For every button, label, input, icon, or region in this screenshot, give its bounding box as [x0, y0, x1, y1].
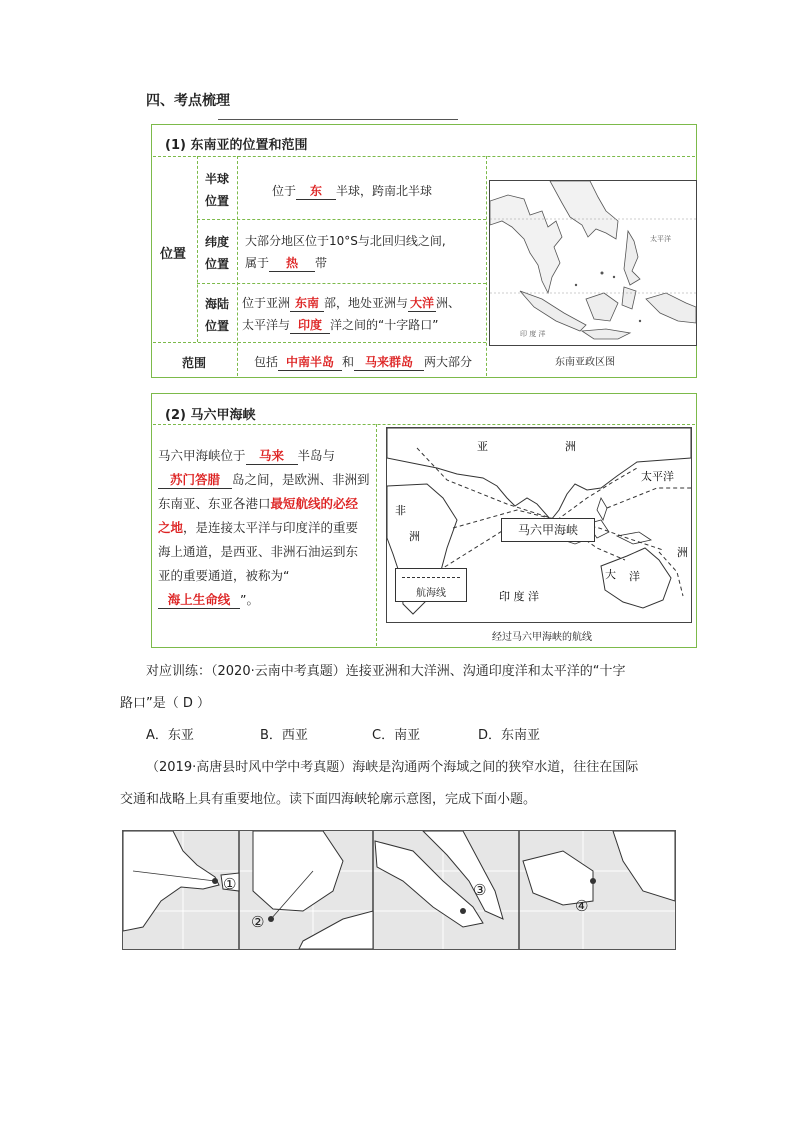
- strait-marker-4: ④: [575, 897, 589, 915]
- map-label-pacific: 太平洋: [650, 235, 671, 243]
- option-a: A．东亚: [146, 728, 194, 743]
- map-label-africa-1: 非: [395, 504, 406, 517]
- malacca-description: 马六甲海峡位于 马来 半岛与苏门答腊 岛之间，是欧洲、非洲到东南亚、东亚各港口最短航线的必经之地，是连接太平洋与印度洋的重要海上通道，是西亚、非洲石油运到东亚的重要通道，被称为“海上生命线 ”。: [158, 448, 370, 607]
- box2-title: (2) 马六甲海峡: [165, 408, 256, 423]
- legend-route-label: 航海线: [416, 588, 446, 599]
- section-heading: 四、考点梳理: [146, 93, 230, 109]
- map-label-oceania-1: 大: [605, 568, 616, 581]
- row-label: 海陆 位置: [204, 297, 229, 333]
- question2-line2: 交通和战略上具有重要地位。读下面四海峡轮廓示意图，完成下面小题。: [120, 792, 537, 807]
- answer-blank: 印度: [290, 317, 330, 334]
- heading-underline: [218, 119, 458, 120]
- answer-blank: 马来群岛: [354, 354, 424, 371]
- map-label-asia-2: 洲: [565, 440, 576, 453]
- map-label-pacific: 太平洋: [641, 470, 674, 483]
- strait-marker-2: ②: [251, 913, 265, 931]
- answer-blank: 大洋: [410, 296, 435, 310]
- strait-marker-3: ③: [473, 881, 487, 899]
- range-label: 范围: [182, 356, 207, 370]
- box1-divider: [197, 156, 198, 342]
- box2-divider: [153, 424, 695, 425]
- box1-divider: [153, 342, 486, 343]
- map-label-africa-2: 洲: [409, 530, 420, 543]
- answer-blank: 马来: [246, 448, 298, 465]
- answer-blank: 苏门答腊: [158, 472, 232, 489]
- row-label: 纬度 位置: [204, 235, 229, 271]
- strait-marker-1: ①: [223, 875, 237, 893]
- range-text: 包括 中南半岛 和 马来群岛 两大部分: [254, 355, 473, 369]
- malacca-shipping-route-map: [386, 427, 692, 623]
- map-label-indian-ocean: 印 度 洋: [520, 330, 546, 338]
- option-b: B．西亚: [260, 728, 308, 743]
- box1-divider: [153, 156, 695, 157]
- practice-question-line2: 路口”是（ D ）: [120, 696, 211, 711]
- answer-highlight: 最短航线的必经之地: [158, 496, 359, 535]
- southeast-asia-political-map: [489, 180, 697, 346]
- answer-blank: 中南半岛: [278, 354, 342, 371]
- route-map-caption: 经过马六甲海峡的航线: [492, 632, 592, 643]
- practice-question-line1: 对应训练：（2020·云南中考真题）连接亚洲和大洋洲、沟通印度洋和太平洋的“十字: [146, 664, 626, 679]
- latitude-text: 大部分地区位于10°S与北回归线之间, 属于 热 带: [245, 234, 446, 270]
- box1-divider: [486, 156, 487, 376]
- answer-blank: 东南: [290, 295, 324, 312]
- sea-land-text: 位于亚洲 东南 部，地处亚洲与 大洋 洲、 太平洋与 印度 洋之间的“十字路口”: [242, 296, 461, 332]
- box1-title: (1) 东南亚的位置和范围: [165, 138, 308, 153]
- malacca-strait-label: 马六甲海峡: [501, 518, 595, 542]
- box1-divider: [197, 283, 486, 284]
- question2-line1: （2019·高唐县时风中学中考真题）海峡是沟通两个海域之间的狭窄水道，往往在国际: [146, 760, 639, 775]
- hemisphere-text: 位于 东 半球，跨南北半球: [272, 184, 433, 198]
- row-label: 半球 位置: [204, 172, 229, 208]
- box1-divider: [237, 156, 238, 376]
- four-straits-outline-map: [122, 830, 676, 950]
- map-label-oceania-3: 洲: [677, 546, 688, 559]
- position-group-label: 位置: [160, 247, 187, 262]
- answer-blank: 热: [269, 255, 315, 272]
- map-label-asia-1: 亚: [477, 440, 488, 453]
- map-legend: [395, 568, 467, 602]
- box2-divider: [376, 424, 377, 646]
- option-d: D．东南亚: [478, 728, 541, 743]
- box1-divider: [197, 219, 486, 220]
- option-c: C．南亚: [372, 728, 421, 743]
- map-label-oceania-2: 洋: [629, 570, 640, 583]
- answer-blank: 东: [296, 183, 336, 200]
- map-caption: 东南亚政区图: [555, 357, 615, 368]
- map-label-indian-ocean: 印 度 洋: [499, 590, 539, 603]
- answer-blank: 海上生命线: [158, 592, 240, 609]
